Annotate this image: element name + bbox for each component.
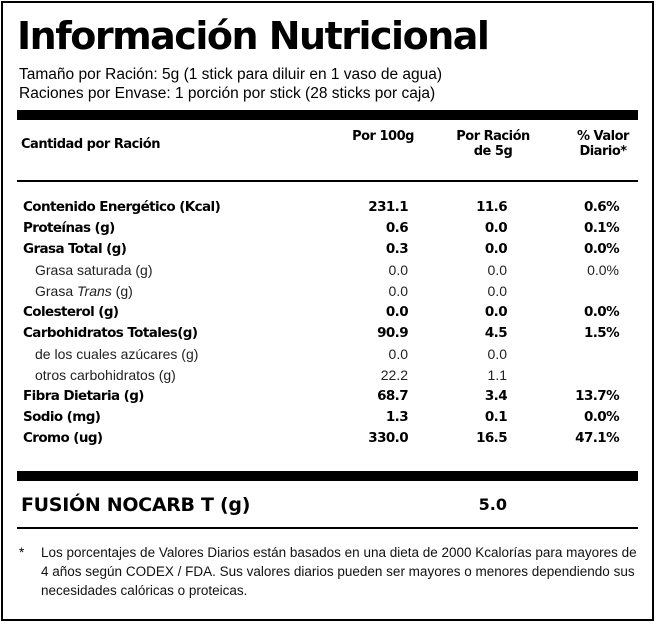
value-daily-percent: 0.0% bbox=[583, 241, 619, 257]
footnote-asterisk: * bbox=[19, 545, 25, 560]
value-per-100g: 0.6 bbox=[385, 220, 408, 236]
table-row bbox=[3, 239, 658, 260]
value-per-serving: 0.0 bbox=[484, 220, 507, 236]
table-row bbox=[3, 428, 658, 449]
value-per-serving: 11.6 bbox=[476, 199, 507, 215]
header-amount-per-serving: Cantidad por Ración bbox=[21, 137, 160, 152]
header-per-serving-line1: Por Ración bbox=[456, 129, 530, 144]
divider-header bbox=[17, 180, 638, 182]
nutrient-label: Contenido Energético (Kcal) bbox=[23, 199, 221, 215]
value-per-serving: 0.0 bbox=[487, 262, 507, 278]
value-daily-percent: 0.1% bbox=[583, 220, 619, 236]
value-per-100g: 0.0 bbox=[388, 283, 408, 299]
value-per-serving: 0.0 bbox=[487, 346, 507, 362]
thick-divider-top bbox=[17, 110, 638, 120]
table-row bbox=[3, 323, 658, 344]
table-row bbox=[3, 260, 658, 281]
value-per-100g: 330.0 bbox=[368, 430, 408, 446]
nutrient-label bbox=[35, 281, 133, 302]
nutrient-label: Cromo (ug) bbox=[23, 430, 103, 446]
footnote-text: Los porcentajes de Valores Diarios están basados en una dieta de 2000 Kcalorías para mayores de 4 años según CODEX / FDA. Sus valores diarios pueden ser mayores o menores dependiendo sus necesidades calóricas o proteicas. bbox=[41, 545, 637, 598]
value-per-serving: 3.4 bbox=[484, 388, 507, 404]
value-daily-percent: 0.0% bbox=[583, 304, 619, 320]
value-per-serving: 0.0 bbox=[484, 304, 507, 320]
value-per-100g: 0.0 bbox=[388, 262, 408, 278]
value-daily-percent: 13.7% bbox=[575, 388, 619, 404]
thick-divider-bottom bbox=[17, 471, 638, 481]
label-suffix: (g) bbox=[111, 283, 133, 299]
nutrient-table bbox=[3, 197, 658, 449]
servings-per-container: Raciones por Envase: 1 porción por stick (28 sticks por caja) bbox=[19, 85, 436, 102]
table-row bbox=[3, 344, 658, 365]
divider-footnote bbox=[17, 527, 638, 529]
value-per-100g: 22.2 bbox=[380, 367, 408, 383]
table-row bbox=[3, 407, 658, 428]
header-per-100g: Por 100g bbox=[352, 129, 414, 144]
value-per-100g: 0.0 bbox=[388, 346, 408, 362]
page-title: Información Nutricional bbox=[17, 14, 489, 58]
nutrient-label: de los cuales azúcares (g) bbox=[35, 346, 199, 362]
fusion-nocarb-value: 5.0 bbox=[478, 495, 507, 514]
table-row bbox=[3, 386, 658, 407]
nutrient-label: Grasa Total (g) bbox=[23, 241, 127, 257]
header-daily-value-line2: Diario* bbox=[579, 144, 627, 159]
table-row bbox=[3, 197, 658, 218]
value-daily-percent: 0.0% bbox=[587, 262, 619, 278]
nutrient-label: Colesterol (g) bbox=[23, 304, 119, 320]
value-per-100g: 231.1 bbox=[368, 199, 408, 215]
value-per-serving: 4.5 bbox=[484, 325, 507, 341]
value-per-100g: 1.3 bbox=[385, 409, 408, 425]
header-daily-value bbox=[558, 129, 648, 159]
value-daily-percent: 0.0% bbox=[583, 409, 619, 425]
nutrient-label: Proteínas (g) bbox=[23, 220, 115, 236]
fusion-nocarb-label: FUSIÓN NOCARB T (g) bbox=[21, 494, 251, 516]
label-prefix: Grasa bbox=[35, 283, 78, 299]
table-row bbox=[3, 365, 658, 386]
nutrition-facts-panel bbox=[1, 1, 654, 621]
table-row bbox=[3, 281, 658, 302]
table-row bbox=[3, 302, 658, 323]
table-row bbox=[3, 218, 658, 239]
value-per-serving: 1.1 bbox=[487, 367, 507, 383]
value-daily-percent: 47.1% bbox=[575, 430, 619, 446]
header-daily-value-line1: % Valor bbox=[577, 129, 629, 144]
value-per-serving: 16.5 bbox=[476, 430, 507, 446]
value-per-serving: 0.1 bbox=[484, 409, 507, 425]
value-daily-percent: 1.5% bbox=[583, 325, 619, 341]
value-per-100g: 90.9 bbox=[377, 325, 408, 341]
header-per-serving-line2: de 5g bbox=[473, 144, 513, 159]
header-per-serving bbox=[443, 129, 543, 159]
nutrient-label: Fibra Dietaria (g) bbox=[23, 388, 144, 404]
value-per-100g: 0.3 bbox=[385, 241, 408, 257]
nutrient-label: Sodio (mg) bbox=[23, 409, 101, 425]
nutrient-label: Carbohidratos Totales(g) bbox=[23, 325, 198, 341]
nutrient-label: Grasa saturada (g) bbox=[35, 262, 153, 278]
label-trans: Trans bbox=[77, 283, 112, 299]
value-per-100g: 0.0 bbox=[385, 304, 408, 320]
nutrient-label: otros carbohidratos (g) bbox=[35, 367, 176, 383]
value-daily-percent: 0.6% bbox=[583, 199, 619, 215]
serving-size: Tamaño por Ración: 5g (1 stick para diluir en 1 vaso de agua) bbox=[19, 66, 443, 83]
value-per-100g: 68.7 bbox=[377, 388, 408, 404]
value-per-serving: 0.0 bbox=[487, 283, 507, 299]
value-per-serving: 0.0 bbox=[484, 241, 507, 257]
